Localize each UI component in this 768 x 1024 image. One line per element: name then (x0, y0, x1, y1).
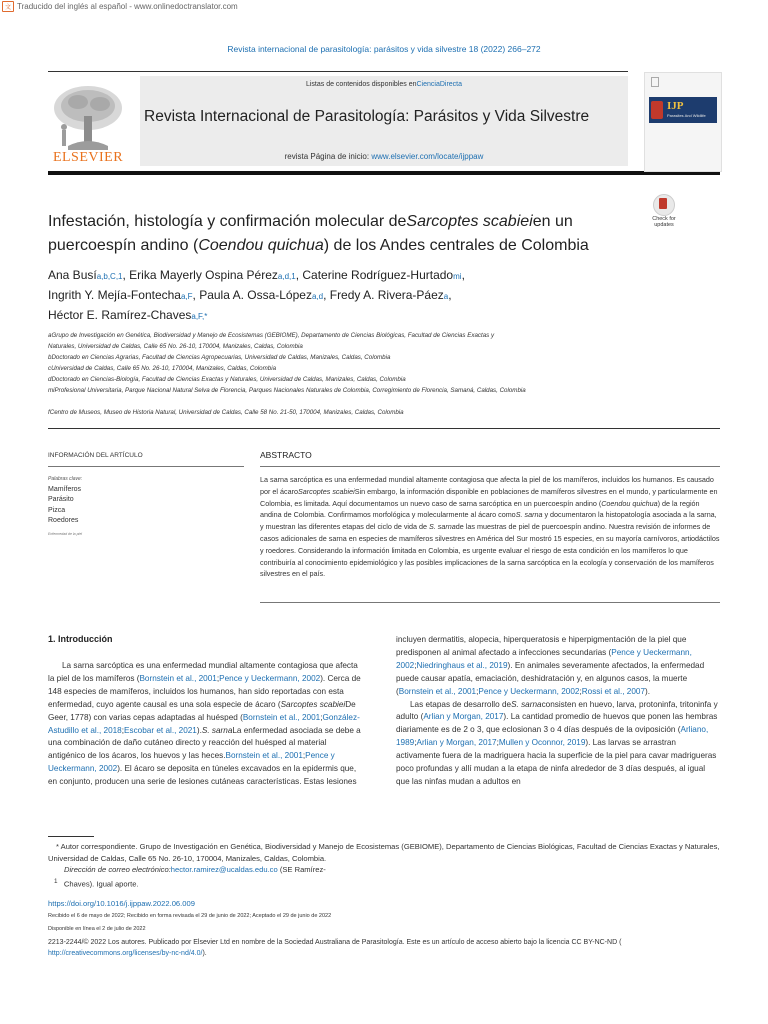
abstract-text-e: de las muestras de piel de puercoespín andino. Nuestra revisión de informes de casos adicionales de sarna en especies de mamíferos silvestres en América del Sur mostró 15 especies, en su mayoría carnívoros, artiodáctilos y roedores. Considerando la información limitada en Colombia, es urgente evaluar el riesgo de esta condición en los mamíferos lo que contribuiría al conocimiento epidemiológico y las posibles implicaciones de la sarna sarcóptica en la ecología y conservación de los mamíferos silvestres en el país. (260, 522, 720, 579)
affiliation-line: Naturales, Universidad de Caldas, Calle 65 No. 26-10, 170004, Manizales, Caldas, Colombia (48, 343, 303, 350)
title-part-2: en un puercoespín andino ( (48, 213, 573, 254)
citation-link[interactable]: Pence y Ueckermann, 2002 (478, 686, 580, 696)
author-affiliation-marks[interactable]: a,d (311, 292, 324, 301)
cover-abbrev: IJP (667, 100, 684, 112)
homepage-link[interactable]: www.elsevier.com/locate/ijppaw (371, 152, 484, 161)
license-statement (48, 938, 720, 959)
citation-link[interactable]: Pence y Ueckermann, 2002 (396, 647, 692, 670)
section-heading: 1. Introducción (48, 634, 113, 644)
abstract-body (260, 474, 720, 580)
affiliation-list (48, 330, 648, 418)
keyword-list (48, 485, 81, 526)
body-text: ). En animales severamente afectados, la enfermedad puede causar apatía, emaciación, deshidratación y, en algunos casos, la muerte ( (396, 660, 705, 696)
equal-contribution-note (48, 876, 720, 890)
license-link[interactable]: http://creativecommons.org/licenses/by-nc-nd/4.0/ (48, 949, 203, 957)
article-info-heading: INFORMACIÓN DEL ARTÍCULO (48, 452, 143, 459)
email-suffix: (SE Ramírez- (277, 865, 326, 874)
cover-mark-icon (651, 77, 659, 87)
check-updates-icon (653, 194, 675, 216)
title-species: Sarcoptes scabiei (406, 213, 533, 230)
author-affiliation-marks[interactable]: a,d,1 (277, 272, 296, 281)
body-text: ; (496, 738, 499, 748)
homepage-prefix: revista Página de inicio: (284, 152, 370, 161)
header-top-divider (48, 71, 628, 72)
abstract-text-b: Sin embargo, la información disponible en poblaciones de mamíferos silvestres en el mundo, y particularmente en Colombia, es limitada. Aquí documentamos un nuevo caso de sarna sarcóptica en un puercoespín andino ( (260, 486, 718, 508)
body-text: La enfermedad asociada se debe a una combinación de daño cutáneo directo y reacción del huésped al material antigénico de los ácaros, los huevos y las heces. (48, 725, 361, 761)
contents-prefix: Listas de contenidos disponibles en (305, 81, 417, 88)
citation-link[interactable]: Niedringhaus et al., 2019 (416, 660, 508, 670)
body-text: La sarna sarcóptica es una enfermedad mundial altamente contagiosa que afecta la piel de los mamíferos ( (48, 661, 358, 683)
citation-link[interactable]: Rossi et al., 2007 (581, 686, 645, 696)
title-part-1: Infestación, histología y confirmación molecular de (48, 213, 407, 230)
species-name: S. sarna (511, 699, 542, 709)
doi-link[interactable]: https://doi.org/10.1016/j.ijppaw.2022.06.009 (48, 899, 195, 908)
translator-banner[interactable] (0, 0, 238, 12)
journal-cover-thumbnail[interactable] (644, 72, 722, 172)
body-text: ; (121, 725, 125, 735)
footnote-mark: 1 (54, 877, 58, 885)
citation-link[interactable]: Bornstein et al., 2001 (398, 686, 477, 696)
affiliation-line: cUniversidad de Caldas, Calle 65 No. 26-10, 170004, Manizales, Caldas, Colombia (48, 365, 277, 372)
author-affiliation-marks[interactable]: a (443, 292, 449, 301)
footnote (48, 841, 720, 890)
corresponding-author-note: * Autor correspondiente. Grupo de Investigación en Genética, Biodiversidad y Manejo de Ecosistemas (GEBIOME), Departamento de Ciencias Biológicas, Facultad de Ciencias Exactas y Naturales, Universidad de Caldas, Calle 65 No. 26-10, 170004, Manizales, Caldas, Colombia. (48, 842, 720, 863)
journal-homepage-line (140, 152, 628, 161)
body-text: ; (414, 738, 417, 748)
body-text: ; (302, 751, 306, 761)
affiliation-line: aGrupo de Investigación en Genética, Biodiversidad y Manejo de Ecosistemas (GEBIOME), Departamento de Ciencias Biológicas, Facultad de Ciencias Exactas y (48, 332, 495, 339)
keyword: Pizca (48, 506, 66, 514)
title-host-species: Coendou quichua (198, 237, 324, 254)
body-text: ). Cerca de 148 especies de mamíferos, incluidos los humanos, han sido reportadas con esta enfermedad, cuyo agente causal es una sola especie de ácaro ( (48, 673, 361, 709)
email-line (48, 864, 720, 876)
abstract-text-d: y documentaron la histopatología asociada a la sarna, y muestran las diferentes etapas del ciclo de vida de (260, 510, 717, 532)
journal-citation-link[interactable]: Revista internacional de parasitología: parásitos y vida silvestre 18 (2022) 266–272 (227, 44, 541, 54)
affiliation-line: dDoctorado en Ciencias-Biología, Facultad de Ciencias Exactas y Naturales, Universidad de Caldas, Manizales, Caldas, Colombia (48, 376, 406, 383)
abstract-species: S. sarna (429, 522, 456, 532)
author-name[interactable]: Paula A. Ossa-López (199, 288, 312, 302)
body-text: ). Las larvas se arrastran activamente fuera de la madriguera hacia la superficie de la piel para cavar madrigueras poco profundas y allí mudan a la etapa de ninfa alrededor de 3 días después, al igual que las ninfas mudan a adultos en (396, 738, 717, 786)
author-affiliation-marks[interactable]: a,F,* (191, 312, 208, 321)
author-affiliation-marks[interactable]: a,F (180, 292, 193, 301)
publisher-name: ELSEVIER (52, 150, 124, 165)
header-bottom-divider (48, 171, 720, 175)
body-text: ; (579, 686, 582, 696)
body-column-left (48, 660, 364, 789)
keywords-label: Palabras clave: (48, 476, 83, 482)
body-text: ; (476, 686, 479, 696)
body-text: ). La cantidad promedio de huevos que ponen las hembras diariamente es de 2 o 3, que eclosionan 3 o 4 días después de la oviposición ( (396, 712, 718, 735)
translate-icon: 文 (2, 1, 14, 12)
translator-banner-text: Traducido del inglés al español - www.onlinedoctranslator.com (17, 1, 238, 11)
online-date: Disponible en línea el 2 de julio de 2022 (48, 926, 146, 932)
body-text: ; (320, 712, 323, 722)
abstract-heading: ABSTRACTO (260, 450, 312, 460)
received-dates: Recibido el 6 de mayo de 2022; Recibido en forma revisada el 29 de junio de 2022; Aceptado el 29 de junio de 2022 (48, 913, 332, 919)
sciencedirect-link[interactable]: CienciaDirecta (416, 81, 463, 88)
body-text: consisten en huevo, larva, protoninfa, tritoninfa y adulto ( (396, 699, 718, 722)
keyword: Mamíferos (48, 486, 82, 493)
body-text: Las etapas de desarrollo de (410, 699, 512, 709)
license-end: ). (202, 949, 207, 957)
keyword: Roedores (48, 516, 79, 524)
email-link[interactable]: hector.ramirez@ucaldas.edu.co (170, 865, 278, 874)
cover-emblem-icon (651, 101, 663, 119)
author-name[interactable]: Fredy A. Rivera-Páez (329, 288, 444, 302)
author-name[interactable]: Erika Mayerly Ospina Pérez (129, 268, 278, 282)
affiliation-line (48, 396, 648, 407)
citation-link[interactable]: Bornstein et al., 2001 (225, 751, 303, 761)
species-name: Sarcoptes scabiei (280, 699, 346, 709)
abstract-species: Coendou quichua (601, 498, 658, 508)
affiliation-line: fCentro de Museos, Museo de Historia Natural, Universidad de Caldas, Calle 58 No. 21-50, 170004, Manizales, Caldas, Colombia (48, 409, 404, 416)
citation-link[interactable]: Pence y Ueckermann, 2002 (219, 673, 321, 683)
body-column-right (396, 634, 720, 789)
species-name: S. sarna (201, 725, 233, 735)
paragraph (48, 660, 364, 789)
citation-link[interactable]: Mullen y Oconnor, 2019 (498, 738, 586, 748)
author-list: Ana Busía,b,C,1, Erika Mayerly Ospina Péreza,d,1, Caterine Rodríguez-Hurtadomi, Ingrith Y. Mejía-Fontechaa,F, Paula A. Ossa-Lópeza,d, Fredy A. Rivera-Páeza, Héctor E. Ramírez-Chavesa,F,* (48, 268, 465, 322)
email-label: Dirección de correo electrónico: (64, 865, 171, 874)
author-name[interactable]: Ana Busí (48, 268, 97, 282)
abstract-species: S. sarna (515, 510, 543, 520)
body-text: ). (645, 686, 651, 696)
body-text: ; (216, 673, 220, 683)
citation-link[interactable]: Escobar et al., 2021 (124, 725, 197, 735)
license-text: 2213-2244/© 2022 Los autores. Publicado por Elsevier Ltd en nombre de la Sociedad Australiana de Parasitología. Este es un artículo de acceso abierto bajo la licencia CC BY-NC-ND ( (48, 939, 622, 946)
body-text: ). El ácaro se deposita en túneles excavados en la epidermis que, en conjunto, producen una serie de lesiones cutáneas características. Estas lesiones (48, 764, 357, 787)
article-info-underline (48, 466, 244, 467)
author-affiliation-marks[interactable]: mi (453, 272, 462, 281)
citation-link[interactable]: Arliano, 1989 (396, 725, 709, 748)
title-part-3: ) de los Andes centrales de Colombia (323, 237, 589, 254)
paragraph (396, 699, 720, 789)
cover-subtitle: Parasites And Wildlife (667, 113, 706, 118)
citation-link[interactable]: Bornstein et al., 2001 (139, 673, 217, 683)
citation-link[interactable]: Bornstein et al., 2001 (242, 712, 321, 722)
citation-link[interactable]: Pence y Ueckermann, 2002 (48, 751, 335, 774)
body-text: De Geer, 1778) con varias cepas adaptadas al huésped ( (48, 699, 356, 722)
author-name[interactable]: Ingrith Y. Mejía-Fontecha (48, 288, 181, 302)
body-text: ). (196, 725, 202, 735)
article-title (48, 210, 608, 258)
abstract-text-a: La sarna sarcóptica es una enfermedad mundial altamente contagiosa que afecta la piel de los mamíferos, incluidos los humanos. Es causado por el ácaro (260, 475, 714, 496)
affiliation-line: miProfesional Universitaria, Parque Nacional Natural Selva de Florencia, Parques Nacionales Naturales de Colombia, Corregimiento de Florencia, Samaná, Caldas, Colombia (48, 387, 526, 394)
abstract-species: Sarcoptes scabiei (297, 486, 355, 496)
article-info-divider (48, 428, 720, 429)
keyword: Parásito (48, 496, 74, 504)
citation-link[interactable]: Arlian y Morgan, 2017 (423, 712, 504, 722)
footnote-divider (48, 836, 94, 837)
author-name[interactable]: Caterine Rodríguez-Hurtado (302, 268, 454, 282)
abstract-bottom-divider (260, 602, 720, 603)
abstract-text-c: ) de la región andina de Colombia. Confirmamos morfológica y molecularmente al ácaro como (260, 498, 700, 520)
check-for-updates-button[interactable] (644, 192, 684, 232)
body-text: incluyen dermatitis, alopecia, hiperqueratosis e hiperpigmentación de la piel que predisponen al animal afectado a infecciones secundarias ( (396, 635, 687, 657)
citation-link[interactable]: González-Astudillo et al., 2018 (48, 712, 360, 735)
affiliation-line: bDoctorado en Ciencias Agrarias, Facultad de Ciencias Agropecuarias, Universidad de Caldas, Manizales, Caldas, Colombia (48, 354, 391, 361)
citation-link[interactable]: Arlian y Morgan, 2017 (416, 738, 497, 748)
journal-title: Revista Internacional de Parasitología: Parásitos y Vida Silvestre (144, 108, 590, 125)
body-text: ; (414, 660, 417, 670)
abstract-underline (260, 466, 720, 467)
keyword-small: Enfermedad de la piel (48, 532, 83, 536)
check-updates-label: Check for updates (652, 216, 676, 228)
equal-contribution-text: Chaves). Igual aporte. (63, 879, 139, 889)
author-name[interactable]: Héctor E. Ramírez-Chaves (48, 308, 192, 322)
author-affiliation-marks[interactable]: a,b,C,1 (96, 272, 123, 281)
contents-available-line (140, 81, 628, 88)
